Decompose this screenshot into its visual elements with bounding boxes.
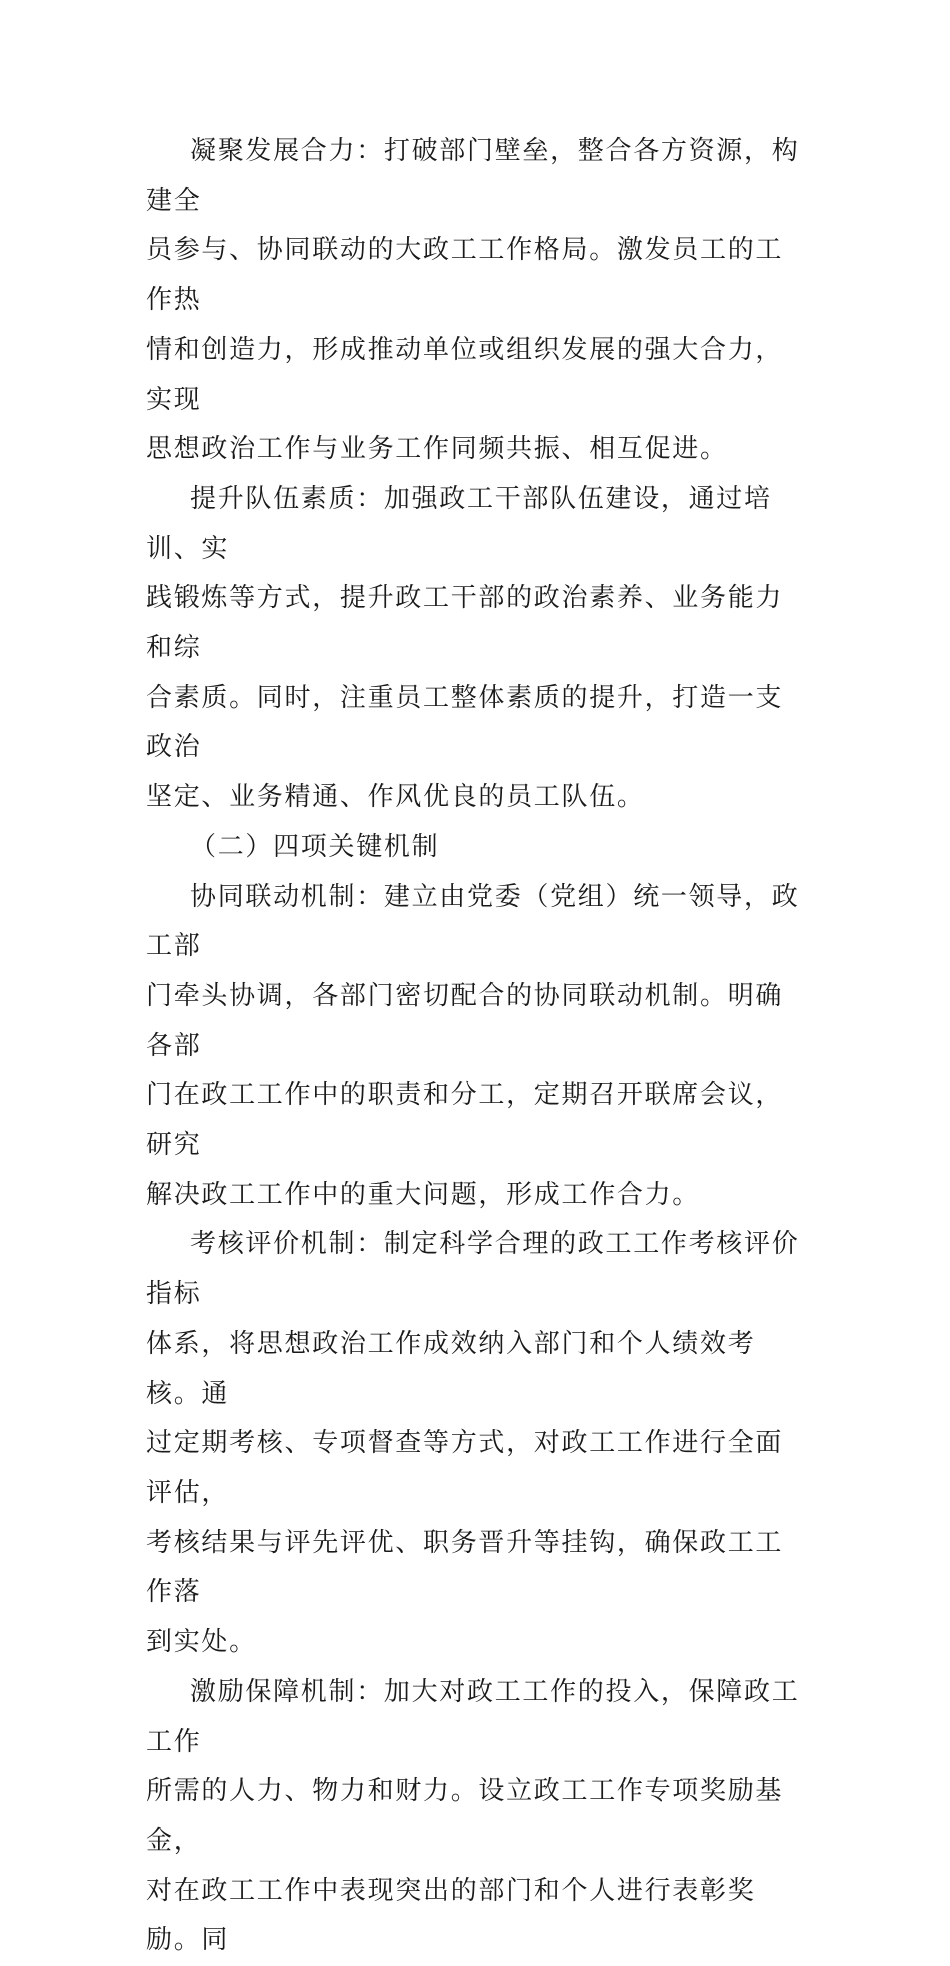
text-line: 提升队伍素质：加强政工干部队伍建设，通过培训、实 (146, 483, 772, 564)
text-line: 凝聚发展合力：打破部门壁垒，整合各方资源，构建全 (146, 136, 800, 216)
text-line: 门牵头协调，各部门密切配合的协同联动机制。明确各部 (146, 980, 784, 1061)
text-line: 所需的人力、物力和财力。设立政工工作专项奖励基金， (146, 1776, 784, 1856)
text-line: 考核结果与评先评优、职务晋升等挂钩，确保政工工作落 (146, 1527, 784, 1608)
text-line: 过定期考核、专项督查等方式，对政工工作进行全面评估， (146, 1428, 784, 1508)
text-line: 坚定、业务精通、作风优良的员工队伍。 (146, 782, 645, 813)
text-line: 考核评价机制：制定科学合理的政工工作考核评价指标 (146, 1229, 800, 1310)
paragraph-team-quality (146, 475, 806, 823)
paragraph-evaluation-mechanism (146, 1220, 806, 1667)
paragraph-cohesion (146, 127, 806, 475)
paragraph-coordination-mechanism (146, 873, 806, 1221)
text-line: 解决政工工作中的重大问题，形成工作合力。 (146, 1179, 701, 1210)
text-line: 对在政工工作中表现突出的部门和个人进行表彰奖励。同 (146, 1875, 756, 1956)
paragraph-incentive-mechanism (146, 1668, 806, 1966)
text-line: 门在政工工作中的职责和分工，定期召开联席会议，研究 (146, 1080, 784, 1161)
text-line: 体系，将思想政治工作成效纳入部门和个人绩效考核。通 (146, 1328, 756, 1409)
document-body (146, 127, 806, 1966)
text-line: 到实处。 (146, 1627, 257, 1658)
text-line: 员参与、协同联动的大政工工作格局。激发员工的工作热 (146, 235, 784, 316)
text-line: 合素质。同时，注重员工整体素质的提升，打造一支政治 (146, 682, 784, 763)
text-line: 思想政治工作与业务工作同频共振、相互促进。 (146, 434, 728, 465)
section-heading: （二）四项关键机制 (190, 831, 440, 862)
text-line: 践锻炼等方式，提升政工干部的政治素养、业务能力和综 (146, 583, 784, 664)
text-line: 情和创造力，形成推动单位或组织发展的强大合力，实现 (146, 334, 784, 415)
text-line: 激励保障机制：加大对政工工作的投入，保障政工工作 (146, 1676, 800, 1757)
text-line: 协同联动机制：建立由党委（党组）统一领导，政工部 (146, 881, 800, 962)
